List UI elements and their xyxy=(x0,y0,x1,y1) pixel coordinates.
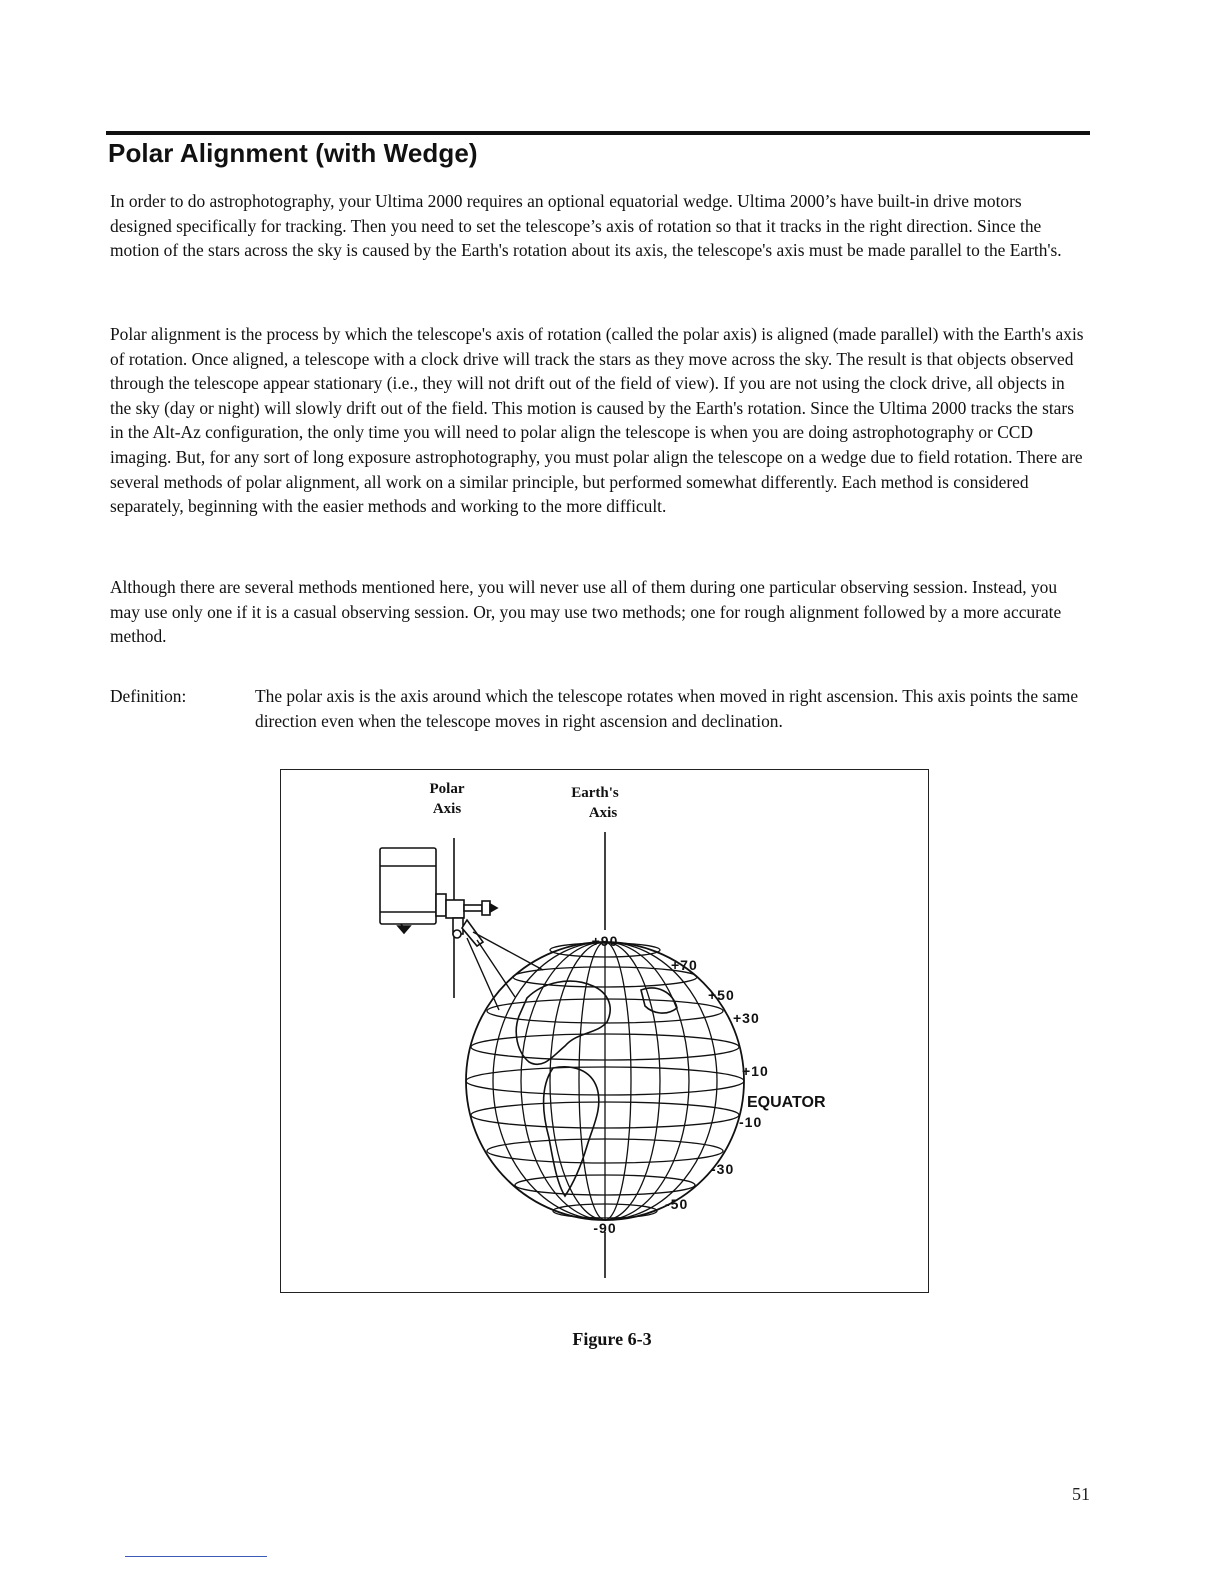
lat-label-plus10: +10 xyxy=(742,1063,769,1079)
intro-paragraph: In order to do astrophotography, your Ultima 2000 requires an optional equatorial wedge. Ultima 2000’s have built-in drive motors designed specifically for tracking. Then you need to set the telescope’s axis of rotation so that it tracks in the right direction. Since the motion of the stars across the sky is caused by the Earth's rotation about its axis, the telescope's axis must be made parallel to the Earth's. xyxy=(110,191,1062,261)
section-title: Polar Alignment (with Wedge) xyxy=(108,138,478,168)
methods-paragraph: Although there are several methods mentioned here, you will never use all of them during one particular observing session. Instead, you may use only one if it is a casual observing session. Or, you may use two methods; one for rough alignment followed by a more accurate method. xyxy=(110,577,1062,647)
earth-globe xyxy=(466,942,744,1220)
definition-label: Definition: xyxy=(110,686,187,706)
earth-axis-label-line1: Earth's xyxy=(571,785,619,801)
lat-label-minus50: -50 xyxy=(665,1196,689,1212)
figure-caption: Figure 6-3 xyxy=(572,1329,652,1349)
lat-label-plus70: +70 xyxy=(671,957,698,973)
heading-rule xyxy=(106,131,1090,135)
lat-label-minus10: -10 xyxy=(739,1114,763,1130)
polar-alignment-paragraph: Polar alignment is the process by which the telescope's axis of rotation (called the polar axis) is aligned (made parallel) with the Earth's axis of rotation. Once aligned, a telescope with a clock drive will track the stars as they move across the sky. The result is that objects observed through the telescope appear stationary (i.e., they will not drift out of the field of view). If you are not using the clock drive, all objects in the sky (day or night) will slowly drift out of the field. This motion is caused by the Earth's rotation. Since the Ultima 2000 tracks the stars in the Alt-Az configuration, the only time you will need to polar align the telescope is when you are doing astrophotography or CCD imaging. But, for any sort of long exposure astrophotography, you must polar align the telescope on a wedge due to field rotation. There are several methods of polar alignment, all work on a similar principle, but performed somewhat differently. Each method is considered separately, beginning with the easier methods and working to the more difficult. xyxy=(110,324,1084,517)
lat-label-plus90: +90 xyxy=(591,933,619,949)
telescope-icon xyxy=(380,848,497,946)
lat-label-plus30: +30 xyxy=(733,1010,760,1026)
equator-label: EQUATOR xyxy=(747,1094,826,1111)
page-number: 51 xyxy=(1072,1484,1090,1504)
lat-label-plus50: +50 xyxy=(708,987,735,1003)
earth-axis-label-line2: Axis xyxy=(588,805,618,821)
polar-alignment-diagram xyxy=(281,770,930,1294)
definition-text: The polar axis is the axis around which the telescope rotates when moved in right ascension. This axis points the same direction even when the telescope moves in right ascension and declination. xyxy=(255,686,1079,731)
footer-line xyxy=(125,1556,267,1557)
pointer-line-3 xyxy=(477,940,515,997)
polar-axis-label-line2: Axis xyxy=(432,801,462,817)
lat-label-minus90: -90 xyxy=(593,1220,617,1236)
lat-label-minus30: -30 xyxy=(711,1161,735,1177)
polar-axis-label-line1: Polar xyxy=(429,781,465,797)
figure-6-3 xyxy=(280,769,929,1293)
